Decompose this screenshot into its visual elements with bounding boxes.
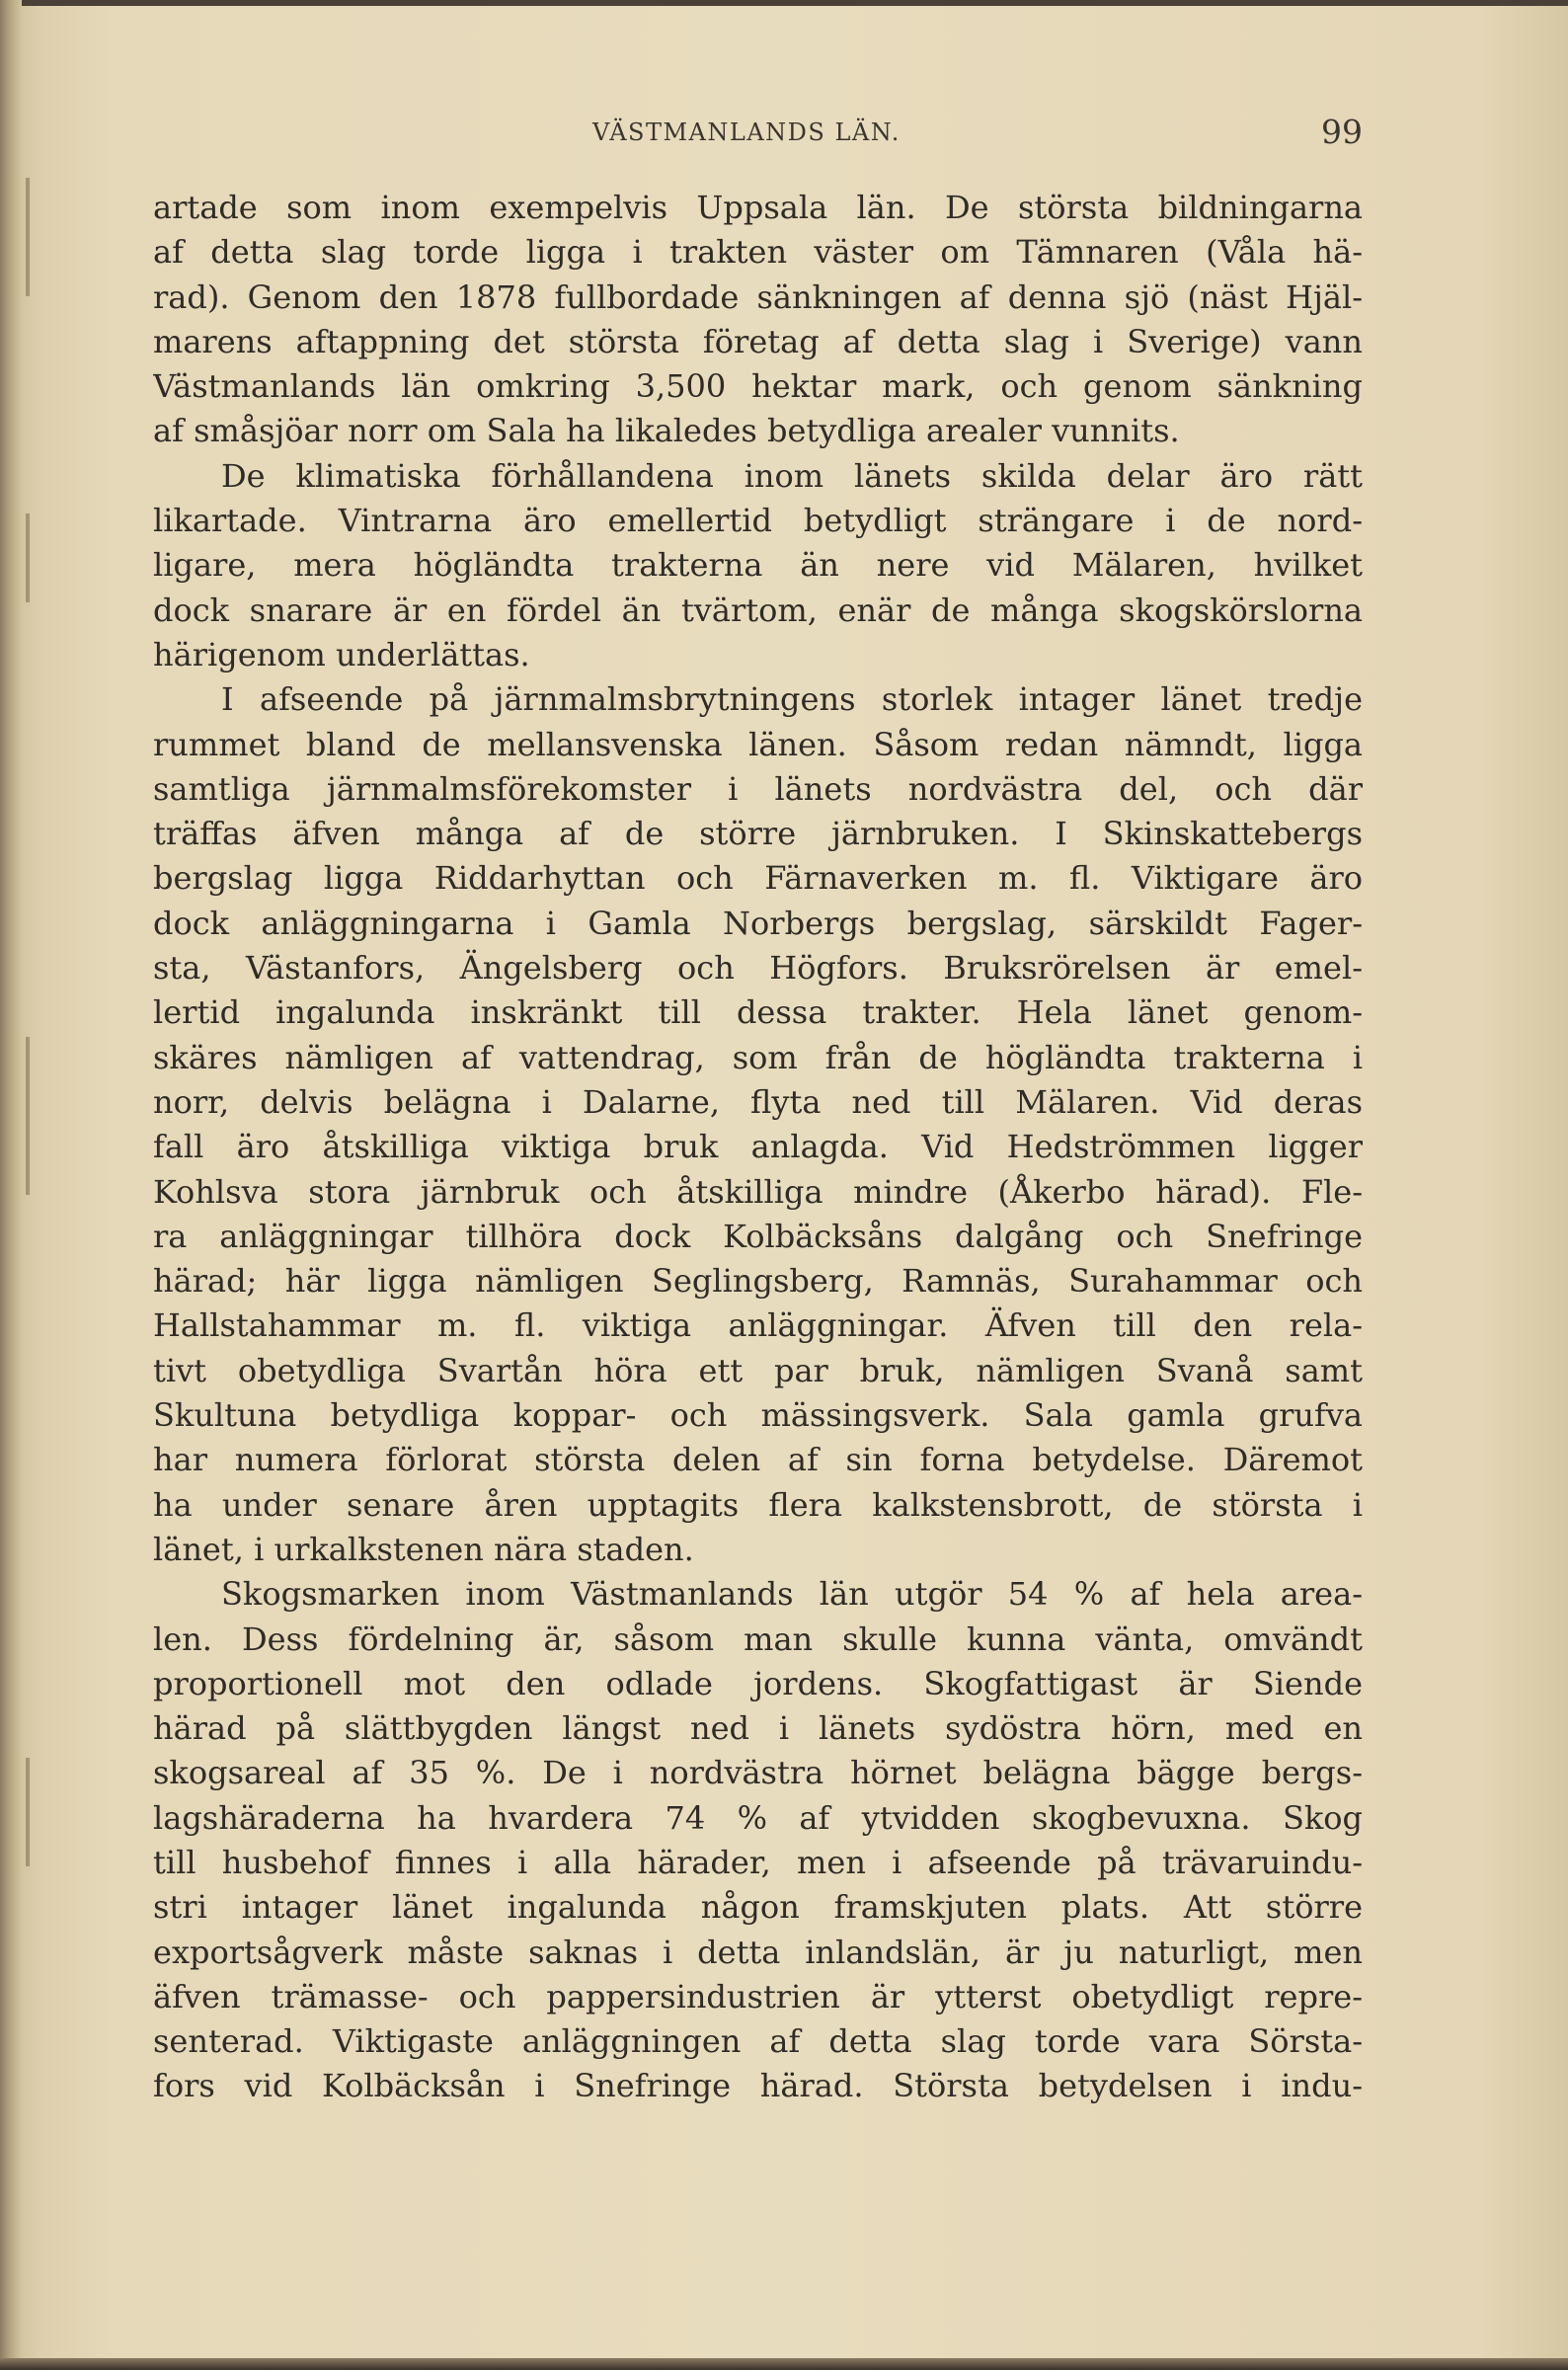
text-line: länet, i urkalkstenen nära staden.	[153, 1530, 694, 1568]
text-line: stri intager länet ingalunda någon framskjuten plats. Att större	[153, 1888, 1363, 1927]
text-line: ligare, mera högländta trakterna än nere vid Mälaren, hvilket	[153, 546, 1363, 585]
text-line: äfven trämasse- och pappersindustrien är ytterst obetydligt repre-	[153, 1977, 1363, 2015]
page-header	[153, 113, 1363, 162]
text-line: artade som inom exempelvis Uppsala län. De största bildningarna	[153, 189, 1363, 226]
text-line: dock snarare är en fördel än tvärtom, enär de många skogskörslorna	[153, 591, 1363, 629]
text-line: norr, delvis belägna i Dalarne, flyta ned till Mälaren. Vid deras	[153, 1082, 1363, 1121]
text-line: ha under senare åren upptagits flera kalkstensbrott, de största i	[153, 1485, 1363, 1524]
page-binding-edge	[0, 0, 22, 2370]
margin-mark	[26, 514, 30, 602]
text-line: skäres nämligen af vattendrag, som från de högländta trakterna i	[153, 1038, 1363, 1076]
text-line: rad). Genom den 1878 fullbordade sänkningen af denna sjö (näst Hjäl-	[153, 277, 1363, 316]
text-line: ra anläggningar tillhöra dock Kolbäcksåns dalgång och Snefringe	[153, 1217, 1363, 1255]
margin-mark	[26, 178, 30, 296]
text-line: af småsjöar norr om Sala ha likaledes betydliga arealer vunnits.	[153, 412, 1180, 450]
text-line: len. Dess fördelning är, såsom man skulle kunna vänta, omvändt	[153, 1620, 1363, 1658]
text-line: marens aftappning det största företag af detta slag i Sverige) vann	[153, 322, 1363, 360]
text-line: Västmanlands län omkring 3,500 hektar mark, och genom sänkning	[153, 367, 1363, 406]
text-line: till husbehof finnes i alla härader, men i afseende på trävaruindu-	[153, 1843, 1363, 1881]
text-line: Kohlsva stora järnbruk och åtskilliga mindre (Åkerbo härad). Fle-	[153, 1172, 1363, 1211]
text-line: dock anläggningarna i Gamla Norbergs bergslag, särskildt Fager-	[153, 904, 1363, 942]
text-line: fall äro åtskilliga viktiga bruk anlagda. Vid Hedströmmen ligger	[153, 1128, 1363, 1166]
text-line: De klimatiska förhållandena inom länets skilda delar äro rätt	[221, 456, 1363, 495]
text-line: proportionell mot den odlade jordens. Skogfattigast är Siende	[153, 1664, 1363, 1702]
text-line: härad på slättbygden längst ned i länets sydöstra hörn, med en	[153, 1709, 1363, 1748]
text-line: skogsareal af 35 %. De i nordvästra hörnet belägna bägge bergs-	[153, 1754, 1363, 1792]
text-line: Hallstahammar m. fl. viktiga anläggningar. Äfven till den rela-	[153, 1306, 1363, 1345]
text-line: Skogsmarken inom Västmanlands län utgör 54 % af hela area-	[221, 1575, 1363, 1614]
text-line: Skultuna betydliga koppar- och mässingsverk. Sala gamla grufva	[153, 1396, 1363, 1435]
page-bottom-edge	[0, 2358, 1568, 2370]
text-line: tivt obetydliga Svartån höra ett par bruk, nämligen Svanå samt	[153, 1351, 1363, 1389]
margin-mark	[26, 1037, 30, 1195]
text-line: sta, Västanfors, Ängelsberg och Högfors. Bruksrörelsen är emel-	[153, 949, 1363, 988]
text-line: samtliga järnmalmsförekomster i länets nordvästra del, och där	[153, 769, 1363, 808]
body-text	[153, 186, 1363, 2109]
text-line: exportsågverk måste saknas i detta inlandslän, är ju naturligt, men	[153, 1933, 1363, 1971]
text-line: härigenom underlättas.	[153, 635, 530, 673]
margin-mark	[26, 1758, 30, 1866]
text-line: bergslag ligga Riddarhyttan och Färnaverken m. fl. Viktigare äro	[153, 859, 1363, 898]
text-line: senterad. Viktigaste anläggningen af detta slag torde vara Sörsta-	[153, 2022, 1363, 2061]
text-line: I afseende på järnmalmsbrytningens storlek intager länet tredje	[221, 680, 1363, 719]
text-line: lertid ingalunda inskränkt till dessa trakter. Hela länet genom-	[153, 993, 1363, 1032]
text-line: af detta slag torde ligga i trakten väster om Tämnaren (Våla hä-	[153, 233, 1363, 272]
text-line: har numera förlorat största delen af sin forna betydelse. Däremot	[153, 1441, 1363, 1479]
page-top-edge	[0, 0, 1568, 6]
text-line: härad; här ligga nämligen Seglingsberg, Ramnäs, Surahammar och	[153, 1262, 1363, 1301]
text-line: likartade. Vintrarna äro emellertid betydligt strängare i de nord-	[153, 502, 1363, 540]
page-number: 99	[1321, 113, 1363, 151]
running-head: VÄSTMANLANDS LÄN.	[592, 118, 901, 146]
text-line: fors vid Kolbäcksån i Snefringe härad. Största betydelsen i indu-	[153, 2067, 1363, 2105]
text-line: rummet bland de mellansvenska länen. Såsom redan nämndt, ligga	[153, 725, 1363, 763]
text-line: träffas äfven många af de större järnbruken. I Skinskattebergs	[153, 815, 1363, 853]
text-line: lagshäraderna ha hvardera 74 % af ytvidden skogbevuxna. Skog	[153, 1798, 1363, 1837]
